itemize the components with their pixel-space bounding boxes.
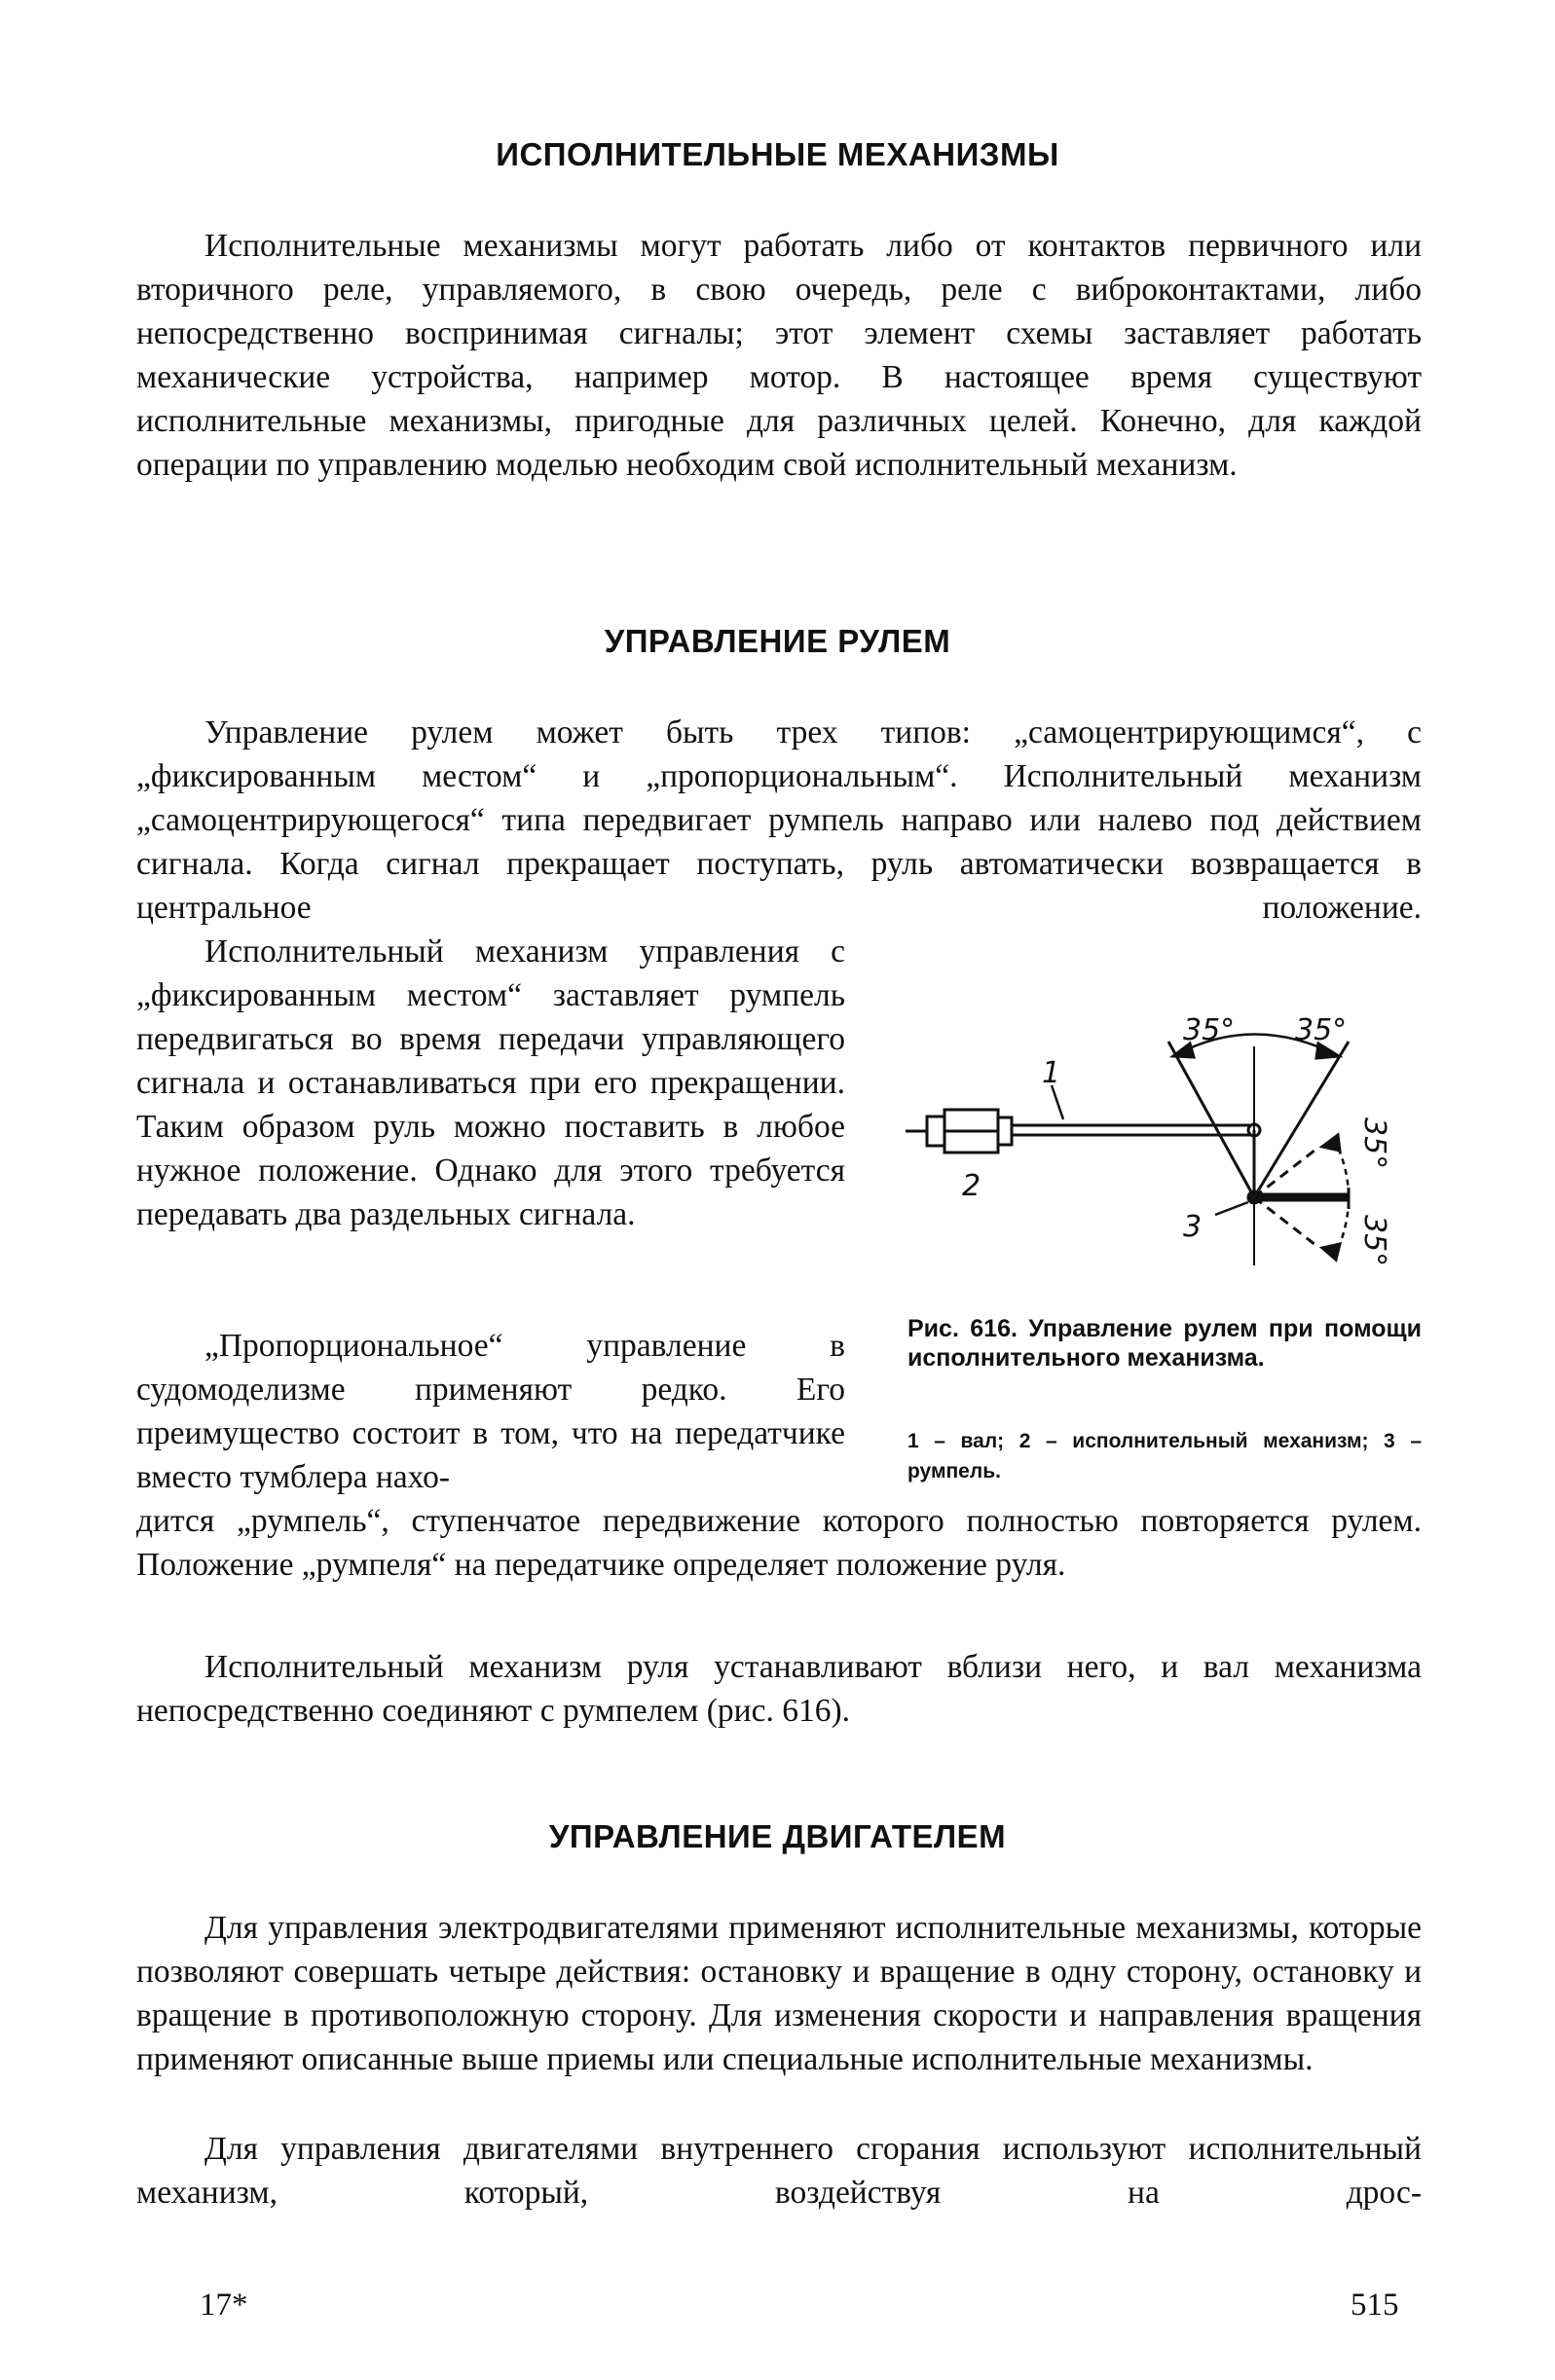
rudder-paragraph-proportional: „Пропорциональное“ управление в судомоделизме применяют редко. Его преимущество состоит в том, что на передатчике вместо тумблера нахо- (136, 1328, 845, 1495)
rudder-pivot (1248, 1191, 1260, 1203)
tiller-left-limit (1168, 1042, 1254, 1197)
label-shaft: 1 (1042, 1056, 1061, 1090)
actuators-paragraph: Исполнительные механизмы могут работать либо от контактов первичного или вторичного реле, управляемого, в свою очередь, реле с виброконтактами, либо непосредственно воспринимая сигналы; этот элемент схемы заставляет работать механические устройства, например мотор. В настоящее время существуют исполнительные механизмы, пригодные для различных целей. Конечно, для каждой операции по управлению моделью необходим свой исполнительный механизм. (136, 228, 1422, 483)
heading-actuators: ИСПОЛНИТЕЛЬНЫЕ МЕХАНИЗМЫ (496, 136, 1059, 172)
rudder-paragraph-fixed: Исполнительный механизм управления с „фиксированным местом“ заставляет румпель передвигаться во время передачи управляющего сигнала и останавливаться при его прекращении. Таким образом руль можно поставить в любое нужное положение. Однако для этого требуется передавать два раздельных сигнала. (136, 934, 845, 1232)
tiller-dashed-lower (1254, 1197, 1319, 1248)
tiller-dashed-upper (1254, 1147, 1319, 1197)
label-angle-right-upper: 35° (1357, 1117, 1391, 1170)
actuator-end-cap (998, 1117, 1012, 1145)
actuator-flange (927, 1117, 944, 1146)
label-actuator: 2 (962, 1169, 981, 1203)
signature-mark: 17* (200, 2288, 248, 2323)
heading-rudder-control: УПРАВЛЕНИЕ РУЛЕМ (604, 623, 951, 659)
figure-legend: 1 – вал; 2 – исполнительный механизм; 3 – румпель. (907, 1430, 1422, 1483)
label-angle-right-lower: 35° (1357, 1215, 1391, 1267)
rudder-paragraph-install: Исполнительный механизм руля устанавливают вблизи него, и вал механизма непосредственно соединяют с румпелем (рис. 616). (136, 1649, 1422, 1729)
leader-3 (1215, 1202, 1248, 1215)
engine-paragraph-electric: Для управления электродвигателями применяют исполнительные механизмы, которые позволяют совершать четыре действия: остановку и вращение в одну сторону, остановку и вращение в противоположную сторону. Для изменения скорости и направления вращения применяют описанные выше приемы или специальные исполнительные механизмы. (136, 1910, 1422, 2077)
label-tiller: 3 (1183, 1210, 1203, 1244)
figure-rudder-actuator (906, 1003, 1422, 1295)
page-number: 515 (1351, 2288, 1399, 2323)
label-angle-top-left: 35° (1183, 1013, 1236, 1047)
rudder-diagram (906, 1003, 1422, 1295)
label-angle-top-right: 35° (1295, 1013, 1348, 1047)
rudder-paragraph-proportional-cont: дится „румпель“, ступенчатое передвижение которого полностью повторяется рулем. Положение „румпеля“ на передатчике определяет положение руля. (136, 1503, 1422, 1583)
engine-paragraph-combustion: Для управления двигателями внутреннего сгорания используют исполнительный механизм, который, воздействуя на дрос- (136, 2131, 1422, 2211)
rudder-paragraph-types: Управление рулем может быть трех типов: „самоцентрирующимся“, с „фиксированным местом“ и „пропорциональным“. Исполнительный механизм „самоцентрирующегося“ типа передвигает румпель направо или налево под действием сигнала. Когда сигнал прекращает поступать, руль автоматически возвращается в центральное положение. (136, 714, 1422, 926)
leader-1 (1052, 1085, 1063, 1119)
figure-caption: Рис. 616. Управление рулем при помощи исполнительного механизма. (907, 1315, 1422, 1372)
tiller-right-limit (1254, 1042, 1349, 1197)
heading-engine-control: УПРАВЛЕНИЕ ДВИГАТЕЛЕМ (548, 1818, 1007, 1854)
